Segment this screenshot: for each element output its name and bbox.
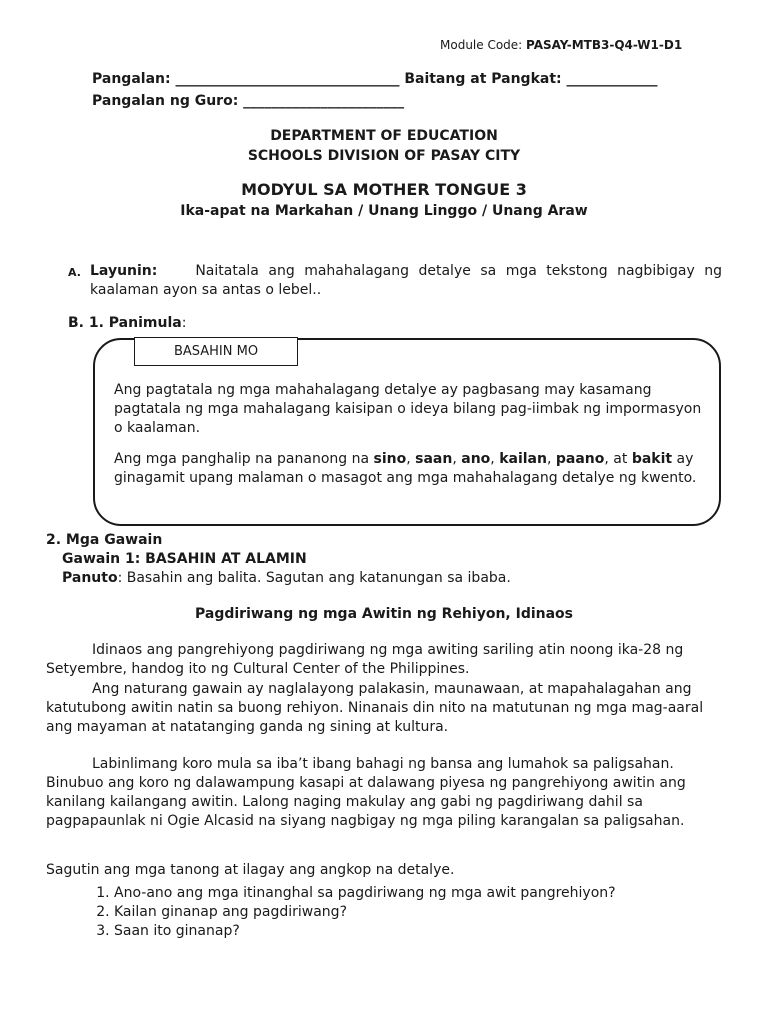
layunin-label: Layunin:: [90, 263, 158, 279]
section-b-heading-colon: :: [181, 315, 187, 331]
section-b-heading-main: B. 1. Panimula: [68, 315, 182, 331]
comma-1: ,: [406, 451, 416, 467]
word-sino: sino: [373, 451, 407, 467]
comma-3: ,: [490, 451, 500, 467]
word-paano: paano: [555, 451, 605, 467]
section-b-heading: [68, 315, 186, 331]
story-paragraph-3: Labinlimang koro mula sa iba’t ibang bahagi ng bansa ang lumahok sa paligsahan. Binubuo ang koro ng dalawampung kasapi at dalawang piyesa ng pangrehiyong awitin ang kanilang kailangang awitin. Lalong naging makulay ang gabi ng pagdiriwang dahil sa pagpapaunlak ni Ogie Alcasid na siyang nagbigay ng mga piling karangalan sa paligsahan.: [46, 756, 686, 829]
department-name: DEPARTMENT OF EDUCATION: [270, 128, 498, 144]
module-code-label: Module Code:: [440, 38, 523, 52]
questions-list: [92, 884, 674, 941]
word-bakit: bakit: [631, 451, 673, 467]
layunin-text: Naitatala ang mahahalagang detalye sa mga tekstong nagbibigay ng kaalaman ayon sa antas o lebel..: [90, 263, 722, 298]
basahin-paragraph-2: [114, 450, 704, 488]
basahin-paragraph-1: Ang pagtatala ng mga mahahalagang detalye ay pagbasang may kasamang pagtatala ng mga mahalagang kaisipan o ideya bilang pag-iimbak ng impormasyon o kaalaman.: [114, 382, 702, 436]
p2-pre: Ang mga panghalip na pananong na: [114, 451, 374, 467]
module-code: [440, 38, 682, 52]
module-subtitle: Ika-apat na Markahan / Unang Linggo / Unang Araw: [180, 203, 588, 219]
panuto-label: Panuto: [62, 570, 118, 586]
module-title: MODYUL SA MOTHER TONGUE 3: [241, 180, 527, 199]
story-paragraph-1: Idinaos ang pangrehiyong pagdiriwang ng mga awiting sariling atin noong ika-28 ng Setyembre, handog ito ng Cultural Center of the Philippines.: [46, 642, 684, 677]
module-code-value: PASAY-MTB3-Q4-W1-D1: [526, 38, 683, 52]
gawain-heading: Gawain 1: BASAHIN AT ALAMIN: [62, 551, 307, 567]
p2-post: ay ginagamit upang malaman o masagot ang mga mahahalagang detalye ng kwento.: [114, 451, 697, 486]
activities-heading: 2. Mga Gawain: [46, 532, 163, 548]
name-field: Pangalan: ________________________________ Baitang at Pangkat: _____________: [92, 71, 658, 87]
question-2: 2. Kailan ginanap ang pagdiriwang?: [114, 903, 674, 922]
story-title: Pagdiriwang ng mga Awitin ng Rehiyon, Idinaos: [194, 606, 573, 622]
word-ano: ano: [461, 451, 491, 467]
word-kailan: kailan: [499, 451, 547, 467]
panuto: [62, 570, 511, 586]
comma-4: ,: [546, 451, 556, 467]
basahin-label: BASAHIN MO: [134, 337, 298, 366]
question-1: 1. Ano-ano ang mga itinanghal sa pagdiriwang ng mga awit pangrehiyon?: [114, 884, 674, 903]
comma-5: , at: [604, 451, 632, 467]
division-name: SCHOOLS DIVISION OF PASAY CITY: [247, 148, 521, 164]
section-a-marker: A.: [68, 266, 81, 279]
questions-instruction: Sagutin ang mga tanong at ilagay ang angkop na detalye.: [46, 862, 455, 878]
comma-2: ,: [452, 451, 462, 467]
question-3: 3. Saan ito ginanap?: [114, 922, 674, 941]
teacher-field: Pangalan ng Guro: _______________________: [92, 93, 405, 109]
word-saan: saan: [415, 451, 453, 467]
panuto-text: : Basahin ang balita. Sagutan ang katanungan sa ibaba.: [117, 570, 511, 586]
layunin: [90, 262, 722, 300]
story-paragraph-2: Ang naturang gawain ay naglalayong palakasin, maunawaan, at mapahalagahan ang katutubong awitin natin sa buong rehiyon. Ninanais din nito na matutunan ng mga mag-aaral ang mayaman at natatanging ganda ng sining at kultura.: [46, 681, 704, 735]
